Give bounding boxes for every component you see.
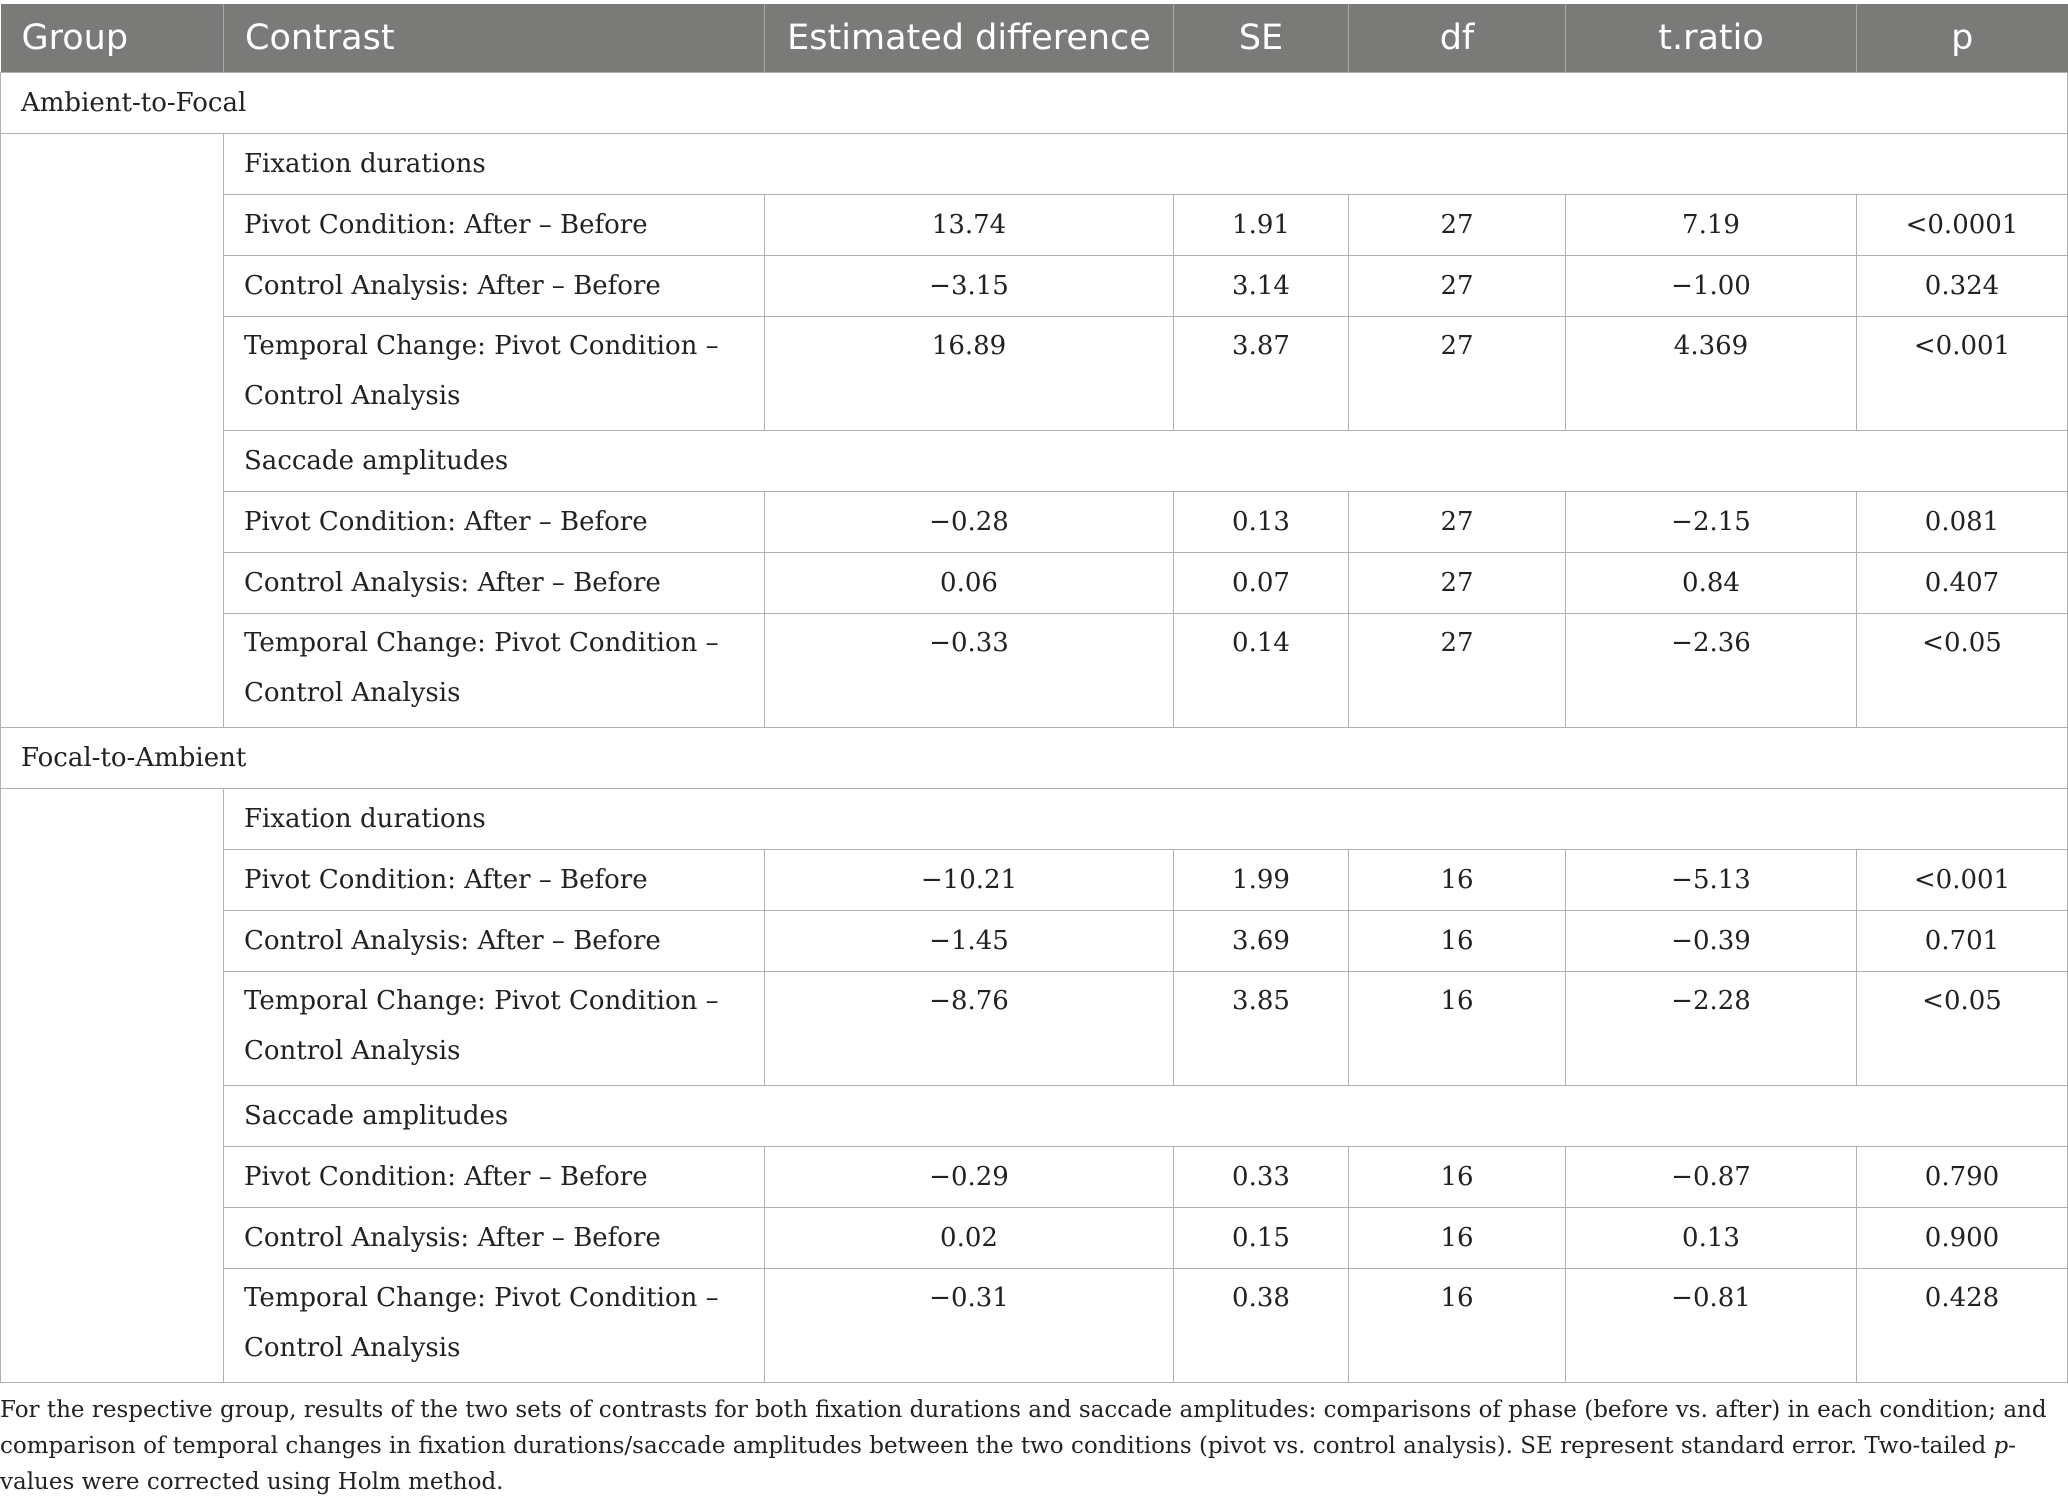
contrast-cell bbox=[224, 614, 765, 728]
footnote-p-italic: p bbox=[1993, 1433, 2009, 1459]
footnote-text-1: For the respective group, results of the two sets of contrasts for both fixation durations and saccade amplitudes: comparisons of phase (before vs. after) in each condition; and comparison of temporal changes in fixation durations/saccade amplitudes between the two conditions (pivot vs. control analysis). SE represent standard error. Two-tailed bbox=[0, 1397, 2047, 1459]
measure-row bbox=[1, 789, 2068, 850]
t-ratio-cell: −0.81 bbox=[1566, 1269, 1857, 1383]
se-cell: 0.07 bbox=[1174, 553, 1349, 614]
table-row bbox=[1, 1269, 2068, 1383]
se-cell: 0.15 bbox=[1174, 1208, 1349, 1269]
t-ratio-cell: −2.28 bbox=[1566, 972, 1857, 1086]
p-cell: 0.324 bbox=[1857, 256, 2068, 317]
contrast-cell: Pivot Condition: After – Before bbox=[224, 850, 765, 911]
measure-row bbox=[1, 134, 2068, 195]
df-cell: 16 bbox=[1349, 850, 1566, 911]
group-label: Ambient-to-Focal bbox=[1, 73, 2068, 134]
estimate-cell: −0.28 bbox=[765, 492, 1174, 553]
measure-label: Saccade amplitudes bbox=[224, 431, 2068, 492]
contrast-line-2: Control Analysis bbox=[244, 1036, 461, 1066]
contrast-line-1: Temporal Change: Pivot Condition – bbox=[244, 986, 719, 1016]
p-cell: 0.428 bbox=[1857, 1269, 2068, 1383]
df-cell: 27 bbox=[1349, 614, 1566, 728]
footnote-text-2: -values were corrected using Holm method. bbox=[0, 1433, 2017, 1495]
t-ratio-cell: −0.39 bbox=[1566, 911, 1857, 972]
estimate-cell: −0.33 bbox=[765, 614, 1174, 728]
p-cell: 0.407 bbox=[1857, 553, 2068, 614]
table-row bbox=[1, 256, 2068, 317]
group-spacer-cell bbox=[1, 789, 224, 1383]
contrast-cell bbox=[224, 1269, 765, 1383]
measure-label: Saccade amplitudes bbox=[224, 1086, 2068, 1147]
table-row bbox=[1, 195, 2068, 256]
t-ratio-cell: 0.84 bbox=[1566, 553, 1857, 614]
contrast-cell bbox=[224, 972, 765, 1086]
df-cell: 27 bbox=[1349, 256, 1566, 317]
p-cell: <0.001 bbox=[1857, 317, 2068, 431]
group-spacer-cell bbox=[1, 134, 224, 728]
measure-row bbox=[1, 431, 2068, 492]
group-row bbox=[1, 728, 2068, 789]
table-row bbox=[1, 972, 2068, 1086]
t-ratio-cell: −0.87 bbox=[1566, 1147, 1857, 1208]
se-cell: 3.69 bbox=[1174, 911, 1349, 972]
estimate-cell: −1.45 bbox=[765, 911, 1174, 972]
contrast-cell: Control Analysis: After – Before bbox=[224, 911, 765, 972]
estimate-cell: 16.89 bbox=[765, 317, 1174, 431]
t-ratio-cell: −5.13 bbox=[1566, 850, 1857, 911]
contrast-line-1: Temporal Change: Pivot Condition – bbox=[244, 331, 719, 361]
t-ratio-cell: 0.13 bbox=[1566, 1208, 1857, 1269]
table-row bbox=[1, 614, 2068, 728]
t-ratio-cell: −1.00 bbox=[1566, 256, 1857, 317]
p-cell: 0.081 bbox=[1857, 492, 2068, 553]
header-group: Group bbox=[1, 4, 224, 73]
estimate-cell: 13.74 bbox=[765, 195, 1174, 256]
df-cell: 16 bbox=[1349, 1269, 1566, 1383]
contrast-cell: Pivot Condition: After – Before bbox=[224, 195, 765, 256]
contrast-cell: Pivot Condition: After – Before bbox=[224, 1147, 765, 1208]
t-ratio-cell: 4.369 bbox=[1566, 317, 1857, 431]
contrast-line-1: Temporal Change: Pivot Condition – bbox=[244, 628, 719, 658]
table-footnote bbox=[0, 1392, 2060, 1500]
header-t-ratio: t.ratio bbox=[1566, 4, 1857, 73]
df-cell: 27 bbox=[1349, 317, 1566, 431]
group-row bbox=[1, 73, 2068, 134]
table-row bbox=[1, 553, 2068, 614]
table-row bbox=[1, 911, 2068, 972]
se-cell: 0.13 bbox=[1174, 492, 1349, 553]
estimate-cell: 0.06 bbox=[765, 553, 1174, 614]
estimate-cell: −0.31 bbox=[765, 1269, 1174, 1383]
p-cell: 0.701 bbox=[1857, 911, 2068, 972]
contrast-cell: Control Analysis: After – Before bbox=[224, 1208, 765, 1269]
header-p: p bbox=[1857, 4, 2068, 73]
contrast-results-table bbox=[0, 4, 2068, 1383]
contrast-line-2: Control Analysis bbox=[244, 678, 461, 708]
table-row bbox=[1, 492, 2068, 553]
group-label: Focal-to-Ambient bbox=[1, 728, 2068, 789]
header-estimated-difference: Estimated difference bbox=[765, 4, 1174, 73]
df-cell: 16 bbox=[1349, 911, 1566, 972]
measure-row bbox=[1, 1086, 2068, 1147]
p-cell: 0.790 bbox=[1857, 1147, 2068, 1208]
se-cell: 0.14 bbox=[1174, 614, 1349, 728]
se-cell: 3.87 bbox=[1174, 317, 1349, 431]
df-cell: 16 bbox=[1349, 1208, 1566, 1269]
estimate-cell: −3.15 bbox=[765, 256, 1174, 317]
p-cell: <0.0001 bbox=[1857, 195, 2068, 256]
contrast-cell: Control Analysis: After – Before bbox=[224, 256, 765, 317]
se-cell: 1.99 bbox=[1174, 850, 1349, 911]
table-row bbox=[1, 1208, 2068, 1269]
estimate-cell: −8.76 bbox=[765, 972, 1174, 1086]
measure-label: Fixation durations bbox=[224, 789, 2068, 850]
contrast-line-2: Control Analysis bbox=[244, 1333, 461, 1363]
header-df: df bbox=[1349, 4, 1566, 73]
table-row bbox=[1, 850, 2068, 911]
se-cell: 1.91 bbox=[1174, 195, 1349, 256]
p-cell: 0.900 bbox=[1857, 1208, 2068, 1269]
contrast-line-2: Control Analysis bbox=[244, 381, 461, 411]
df-cell: 16 bbox=[1349, 972, 1566, 1086]
t-ratio-cell: −2.15 bbox=[1566, 492, 1857, 553]
t-ratio-cell: −2.36 bbox=[1566, 614, 1857, 728]
contrast-cell bbox=[224, 317, 765, 431]
measure-label: Fixation durations bbox=[224, 134, 2068, 195]
estimate-cell: −10.21 bbox=[765, 850, 1174, 911]
df-cell: 27 bbox=[1349, 195, 1566, 256]
se-cell: 3.14 bbox=[1174, 256, 1349, 317]
table-row bbox=[1, 317, 2068, 431]
table-row bbox=[1, 1147, 2068, 1208]
df-cell: 16 bbox=[1349, 1147, 1566, 1208]
estimate-cell: −0.29 bbox=[765, 1147, 1174, 1208]
df-cell: 27 bbox=[1349, 492, 1566, 553]
df-cell: 27 bbox=[1349, 553, 1566, 614]
se-cell: 0.33 bbox=[1174, 1147, 1349, 1208]
header-se: SE bbox=[1174, 4, 1349, 73]
contrast-line-1: Temporal Change: Pivot Condition – bbox=[244, 1283, 719, 1313]
estimate-cell: 0.02 bbox=[765, 1208, 1174, 1269]
se-cell: 0.38 bbox=[1174, 1269, 1349, 1383]
header-contrast: Contrast bbox=[224, 4, 765, 73]
se-cell: 3.85 bbox=[1174, 972, 1349, 1086]
p-cell: <0.05 bbox=[1857, 972, 2068, 1086]
t-ratio-cell: 7.19 bbox=[1566, 195, 1857, 256]
contrast-cell: Pivot Condition: After – Before bbox=[224, 492, 765, 553]
p-cell: <0.001 bbox=[1857, 850, 2068, 911]
header-row bbox=[1, 4, 2068, 73]
p-cell: <0.05 bbox=[1857, 614, 2068, 728]
contrast-cell: Control Analysis: After – Before bbox=[224, 553, 765, 614]
